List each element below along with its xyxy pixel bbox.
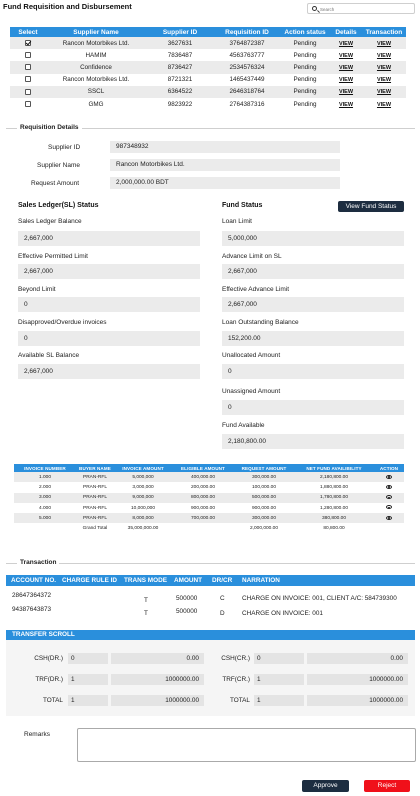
details-view-link[interactable]: VIEW — [338, 101, 354, 108]
account-no: 28647364372 — [12, 592, 52, 599]
requisition-id: 2764387316 — [214, 98, 280, 110]
request-amount-field: 2,000,000.00 BDT — [110, 177, 340, 189]
fund-available-field: 2,180,800.00 — [222, 434, 404, 449]
sl-balance-label: Sales Ledger Balance — [18, 218, 82, 225]
total-dr-count: 1 — [68, 695, 108, 706]
drcr: C — [220, 595, 225, 602]
account-no: 94387643873 — [12, 606, 52, 613]
request-amount: 300,000.00 — [234, 472, 294, 482]
col-account-no: ACCOUNT NO. — [11, 577, 57, 584]
grand-total-invoice: 35,000,000.00 — [127, 526, 159, 532]
request-amount: 900,000.00 — [234, 503, 294, 513]
invoice-table — [14, 464, 404, 534]
select-checkbox[interactable] — [25, 76, 31, 82]
col-supplier-id: Supplier ID — [146, 27, 214, 37]
top-bar — [0, 0, 420, 26]
supplier-id: 7836487 — [146, 49, 214, 61]
action-status: Pending — [280, 98, 330, 110]
col-drcr: DR/CR — [212, 577, 233, 584]
net-fund: 1,880,800.00 — [294, 482, 374, 492]
supplier-table-header — [10, 27, 406, 37]
supplier-name: Rancon Motorbikes Ltd. — [46, 37, 146, 49]
amount: 500000 — [176, 595, 198, 602]
total-dr-label: TOTAL — [42, 697, 63, 704]
request-amount-label: Request Amount — [31, 180, 80, 187]
invoice-amount: 9,000,000 — [114, 493, 172, 503]
supplier-name-label: Supplier Name — [37, 162, 80, 169]
total-cr-label: TOTAL — [229, 697, 250, 704]
transaction-view-link[interactable]: VIEW — [376, 40, 392, 47]
amount: 500000 — [176, 608, 198, 615]
disapproved-label: Disapproved/Overdue invoices — [18, 319, 107, 326]
col-net-fund: NET FUND AVAILIBILITY — [294, 464, 374, 472]
col-buyer-name: BUYER NAME — [76, 464, 114, 472]
eligible-amount: 200,000.00 — [172, 482, 234, 492]
loan-outstanding-field: 152,200.00 — [222, 331, 404, 346]
buyer-name: PRAN-RFL — [76, 513, 114, 523]
search-input[interactable] — [320, 5, 410, 13]
table-row[interactable] — [10, 37, 406, 49]
trf-dr-label: TRF(DR.) — [35, 676, 63, 683]
supplier-id: 3627631 — [146, 37, 214, 49]
trans-mode: T — [144, 610, 148, 617]
select-checkbox[interactable] — [25, 52, 31, 58]
col-charge-rule-id: CHARGE RULE ID — [62, 577, 118, 584]
loan-limit-label: Loan Limit — [222, 218, 252, 225]
beyond-limit-label: Beyond Limit — [18, 286, 56, 293]
requisition-id: 2646318764 — [214, 86, 280, 98]
grand-total-row — [14, 523, 404, 534]
narration: CHARGE ON INVOICE: 001 — [242, 610, 323, 617]
select-checkbox[interactable] — [25, 89, 31, 95]
select-checkbox[interactable] — [25, 64, 31, 70]
col-transaction: Transaction — [362, 27, 406, 37]
supplier-name: HAMIM — [46, 49, 146, 61]
beyond-limit-field: 0 — [18, 297, 200, 312]
action-status: Pending — [280, 49, 330, 61]
eye-icon[interactable] — [386, 516, 392, 520]
col-supplier-name: Supplier Name — [46, 27, 146, 37]
invoice-number: 3.000 — [14, 493, 76, 503]
eye-icon[interactable] — [386, 475, 392, 479]
unallocated-label: Unallocated Amount — [222, 352, 281, 359]
trf-dr-count: 1 — [68, 674, 108, 685]
requisition-section-title: Requisition Details — [17, 124, 82, 131]
action-status: Pending — [280, 61, 330, 73]
disapproved-field: 0 — [18, 331, 200, 346]
transaction-view-link[interactable]: VIEW — [376, 101, 392, 108]
reject-button[interactable]: Reject — [364, 780, 410, 792]
table-row[interactable] — [10, 61, 406, 73]
buyer-name: PRAN-RFL — [76, 482, 114, 492]
supplier-id: 8721321 — [146, 74, 214, 86]
col-action: ACTION — [374, 464, 404, 472]
grand-total-request: 2,000,000.00 — [249, 526, 278, 532]
supplier-name: GMG — [46, 98, 146, 110]
transaction-view-link[interactable]: VIEW — [376, 77, 392, 84]
total-cr-count: 1 — [254, 695, 304, 706]
supplier-id: 6364522 — [146, 86, 214, 98]
approve-button[interactable]: Approve — [302, 780, 349, 792]
grand-total-net: 80,800.00 — [323, 526, 345, 532]
requisition-id: 3764872387 — [214, 37, 280, 49]
col-requisition-id: Requisition ID — [214, 27, 280, 37]
permitted-limit-label: Effective Permitted Limit — [18, 253, 88, 260]
eligible-amount: 700,000.00 — [172, 513, 234, 523]
trf-cr-label: TRF(CR.) — [222, 676, 250, 683]
supplier-id: 8736427 — [146, 61, 214, 73]
trans-mode: T — [144, 597, 148, 604]
supplier-id-label: Supplier ID — [48, 144, 81, 151]
buyer-name: PRAN-RFL — [76, 493, 114, 503]
request-amount: 300,000.00 — [234, 513, 294, 523]
sl-balance-field: 2,667,000 — [18, 231, 200, 246]
invoice-number: 4.000 — [14, 503, 76, 513]
effective-advance-field: 2,667,000 — [222, 297, 404, 312]
col-action-status: Action status — [280, 27, 330, 37]
table-row — [14, 513, 404, 523]
details-view-link[interactable]: VIEW — [338, 52, 354, 59]
invoice-amount: 8,000,000 — [114, 513, 172, 523]
transfer-scroll-panel — [6, 640, 415, 716]
supplier-name: Rancon Motorbikes Ltd. — [46, 74, 146, 86]
col-invoice-amount: INVOICE AMOUNT — [114, 464, 172, 472]
table-row[interactable] — [10, 49, 406, 61]
fund-available-label: Fund Available — [222, 422, 265, 429]
request-amount: 500,000.00 — [234, 493, 294, 503]
requisition-id: 1465437449 — [214, 74, 280, 86]
col-details: Details — [330, 27, 362, 37]
transaction-section-title: Transaction — [17, 559, 59, 566]
invoice-number: 5.000 — [14, 513, 76, 523]
requisition-id: 4563763777 — [214, 49, 280, 61]
col-request-amount: REQUEST AMOUNT — [234, 464, 294, 472]
eye-icon[interactable] — [386, 485, 392, 489]
csh-cr-count: 0 — [254, 653, 304, 664]
eligible-amount: 900,000.00 — [172, 503, 234, 513]
details-view-link[interactable]: VIEW — [338, 89, 354, 96]
col-eligible-amount: ELIGIBLE AMOUNT — [172, 464, 234, 472]
available-sl-label: Available SL Balance — [18, 352, 80, 359]
transaction-view-link[interactable]: VIEW — [376, 89, 392, 96]
view-fund-status-button[interactable]: View Fund Status — [338, 201, 404, 212]
supplier-id: 9823922 — [146, 98, 214, 110]
table-row[interactable] — [10, 98, 406, 110]
col-invoice-number: INVOICE NUMBER — [14, 464, 76, 472]
available-sl-field: 2,667,000 — [18, 364, 200, 379]
csh-dr-count: 0 — [68, 653, 108, 664]
remarks-label: Remarks — [24, 731, 51, 738]
remarks-input[interactable] — [77, 728, 416, 762]
loan-limit-field: 5,000,000 — [222, 231, 404, 246]
eye-icon[interactable] — [386, 505, 392, 509]
net-fund: 1,780,800.00 — [294, 493, 374, 503]
advance-limit-field: 2,667,000 — [222, 264, 404, 279]
col-amount: AMOUNT — [174, 577, 203, 584]
unallocated-field: 0 — [222, 364, 404, 379]
request-amount: 100,000.00 — [234, 482, 294, 492]
fund-status-title: Fund Status — [222, 202, 263, 209]
details-view-link[interactable]: VIEW — [338, 77, 354, 84]
action-status: Pending — [280, 74, 330, 86]
grand-total-label: Grand Total — [82, 526, 108, 532]
select-checkbox[interactable] — [25, 101, 31, 107]
trf-cr-amount: 1000000.00 — [307, 674, 408, 685]
table-row — [14, 503, 404, 513]
loan-outstanding-label: Loan Outstanding Balance — [222, 319, 299, 326]
csh-cr-amount: 0.00 — [307, 653, 408, 664]
supplier-name: SSCL — [46, 86, 146, 98]
transfer-scroll-title: TRANSFER SCROLL — [6, 630, 415, 640]
buyer-name: PRAN-RFL — [76, 503, 114, 513]
invoice-table-header — [14, 464, 404, 472]
csh-cr-label: CSH(CR.) — [221, 655, 250, 662]
advance-limit-label: Advance Limit on SL — [222, 253, 282, 260]
table-row — [14, 472, 404, 482]
net-fund: 1,280,800.00 — [294, 503, 374, 513]
invoice-amount: 5,000,000 — [114, 472, 172, 482]
eye-icon[interactable] — [386, 495, 392, 499]
unassigned-field: 0 — [222, 400, 404, 415]
sales-ledger-title: Sales Ledger(SL) Status — [18, 202, 99, 209]
transaction-table-header — [6, 575, 415, 586]
table-row — [6, 591, 415, 603]
drcr: D — [220, 610, 225, 617]
supplier-table — [10, 27, 406, 110]
page-title: Fund Requisition and Disbursement — [3, 2, 132, 11]
col-trans-mode: TRANS MODE — [124, 577, 167, 584]
action-status: Pending — [280, 86, 330, 98]
effective-advance-label: Effective Advance Limit — [222, 286, 290, 293]
table-row — [6, 605, 415, 617]
col-select: Select — [10, 27, 46, 37]
search-icon — [312, 6, 317, 11]
table-row[interactable] — [10, 86, 406, 98]
net-fund: 2,180,800.00 — [294, 472, 374, 482]
supplier-id-field: 987348932 — [110, 141, 340, 153]
col-narration: NARRATION — [242, 577, 280, 584]
transaction-view-link[interactable]: VIEW — [376, 64, 392, 71]
invoice-amount: 3,000,000 — [114, 482, 172, 492]
select-checkbox[interactable] — [25, 40, 31, 46]
supplier-name: Confidence — [46, 61, 146, 73]
transaction-divider — [6, 563, 415, 564]
table-row — [14, 482, 404, 492]
search-box[interactable] — [307, 3, 415, 14]
supplier-name-field: Rancon Motorbikes Ltd. — [110, 159, 340, 171]
details-view-link[interactable]: VIEW — [338, 64, 354, 71]
invoice-number: 2.000 — [14, 482, 76, 492]
details-view-link[interactable]: VIEW — [338, 40, 354, 47]
permitted-limit-field: 2,667,000 — [18, 264, 200, 279]
transaction-view-link[interactable]: VIEW — [376, 52, 392, 59]
table-row[interactable] — [10, 74, 406, 86]
eligible-amount: 400,000.00 — [172, 472, 234, 482]
trf-cr-count: 1 — [254, 674, 304, 685]
unassigned-label: Unassigned Amount — [222, 388, 281, 395]
csh-dr-amount: 0.00 — [111, 653, 204, 664]
invoice-amount: 10,000,000 — [114, 503, 172, 513]
buyer-name: PRAN-RFL — [76, 472, 114, 482]
csh-dr-label: CSH(DR.) — [34, 655, 63, 662]
invoice-number: 1.000 — [14, 472, 76, 482]
total-cr-amount: 1000000.00 — [307, 695, 408, 706]
table-row — [14, 493, 404, 503]
total-dr-amount: 1000000.00 — [111, 695, 204, 706]
eligible-amount: 800,000.00 — [172, 493, 234, 503]
net-fund: 380,800.00 — [294, 513, 374, 523]
requisition-id: 2534576324 — [214, 61, 280, 73]
narration: CHARGE ON INVOICE: 001, CLIENT A/C: 584739300 — [242, 595, 397, 602]
action-status: Pending — [280, 37, 330, 49]
trf-dr-amount: 1000000.00 — [111, 674, 204, 685]
